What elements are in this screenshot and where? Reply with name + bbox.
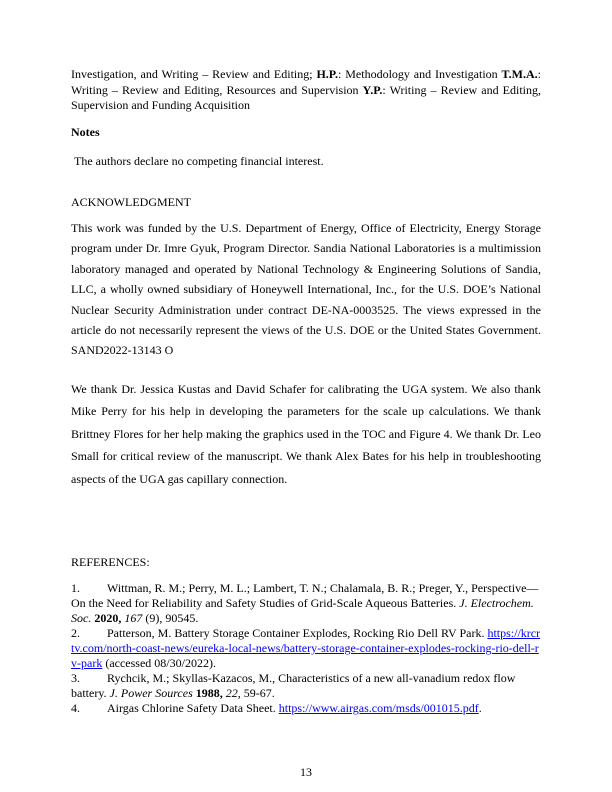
reference-number: 4. (71, 701, 80, 715)
text-segment: 22 (225, 686, 238, 700)
notes-text: The authors declare no competing financial interest. (74, 154, 324, 168)
reference-text (71, 626, 540, 670)
text-segment: : Writing – Review and Editing, Resources and Supervision (71, 67, 541, 97)
references-list (71, 581, 541, 716)
text-segment: (9), 90545. (142, 611, 199, 625)
text-segment: 1988, (195, 686, 223, 700)
reference-item (71, 671, 541, 701)
reference-number: 1. (71, 581, 80, 595)
text-segment: (accessed 08/30/2022). (102, 656, 216, 670)
text-segment: 167 (124, 611, 143, 625)
text-segment: H.P. (316, 67, 339, 81)
acknowledgment-heading: ACKNOWLEDGMENT (71, 195, 191, 209)
text-segment: J. Electrochem. Soc. (71, 596, 534, 625)
page-number: 13 (300, 765, 312, 779)
author-contributions-paragraph (71, 67, 541, 114)
text-segment: T.M.A. (501, 67, 538, 81)
references-heading: REFERENCES: (71, 555, 150, 569)
text-segment: Investigation, and Writing – Review and Editing; (71, 67, 317, 81)
reference-item (71, 701, 541, 716)
reference-item (71, 581, 541, 626)
text-segment: . (478, 701, 482, 715)
text-segment: Rychcik, M.; Skyllas-Kazacos, M., Characteristics of a new all-vanadium redox flow battery. (71, 671, 516, 700)
reference-number: 3. (71, 671, 80, 685)
text-segment: J. Power Sources (109, 686, 193, 700)
reference-text (71, 581, 538, 625)
acknowledgment-paragraph-2: We thank Dr. Jessica Kustas and David Schafer for calibrating the UGA system. We also thank Mike Perry for his help in developing the parameters for the scale up calculations. We thank Brittney Flores for her help making the graphics used in the TOC and Figure 4. We thank Dr. Leo Small for critical review of the manuscript. We thank Alex Bates for his help in troubleshooting aspects of the UGA gas capillary connection. (71, 382, 541, 486)
text-segment: : Writing – Review and Editing, Supervision and Funding Acquisition (71, 82, 541, 112)
acknowledgment-paragraph-1: This work was funded by the U.S. Department of Energy, Office of Electricity, Energy Storage program under Dr. Imre Gyuk, Program Director. Sandia National Laboratories is a multimission laboratory managed and operated by National Technology & Engineering Solutions of Sandia, LLC, a wholly owned subsidiary of Honeywell International, Inc., for the U.S. DOE’s National Nuclear Security Administration under contract DE-NA-0003525. The views expressed in the article do not necessarily represent the views of the U.S. DOE or the United States Government. SAND2022-13143 O (71, 221, 541, 358)
reference-item (71, 626, 541, 671)
reference-number: 2. (71, 626, 80, 640)
text-segment: Patterson, M. Battery Storage Container Explodes, Rocking Rio Dell RV Park. (107, 626, 488, 640)
reference-link[interactable]: https://www.airgas.com/msds/001015.pdf (278, 701, 479, 715)
text-segment: 2020, (94, 611, 122, 625)
reference-text (71, 671, 515, 700)
text-segment: Y.P. (362, 82, 383, 97)
reference-text (107, 701, 482, 715)
text-segment: , 59-67. (237, 686, 275, 700)
reference-link[interactable]: https://krcrtv.com/north-coast-news/eureka-local-news/battery-storage-container-explodes-rocking-rio-dell-rv-park (71, 626, 541, 670)
text-segment: : Methodology and Investigation (338, 67, 502, 81)
notes-heading: Notes (71, 125, 100, 139)
text-segment: Wittman, R. M.; Perry, M. L.; Lambert, T. N.; Chalamala, B. R.; Preger, Y., Perspective—On the Need for Reliability and Safety Studies of Grid-Scale Aqueous Batteries. (71, 581, 539, 610)
text-segment: Airgas Chlorine Safety Data Sheet. (107, 701, 279, 715)
